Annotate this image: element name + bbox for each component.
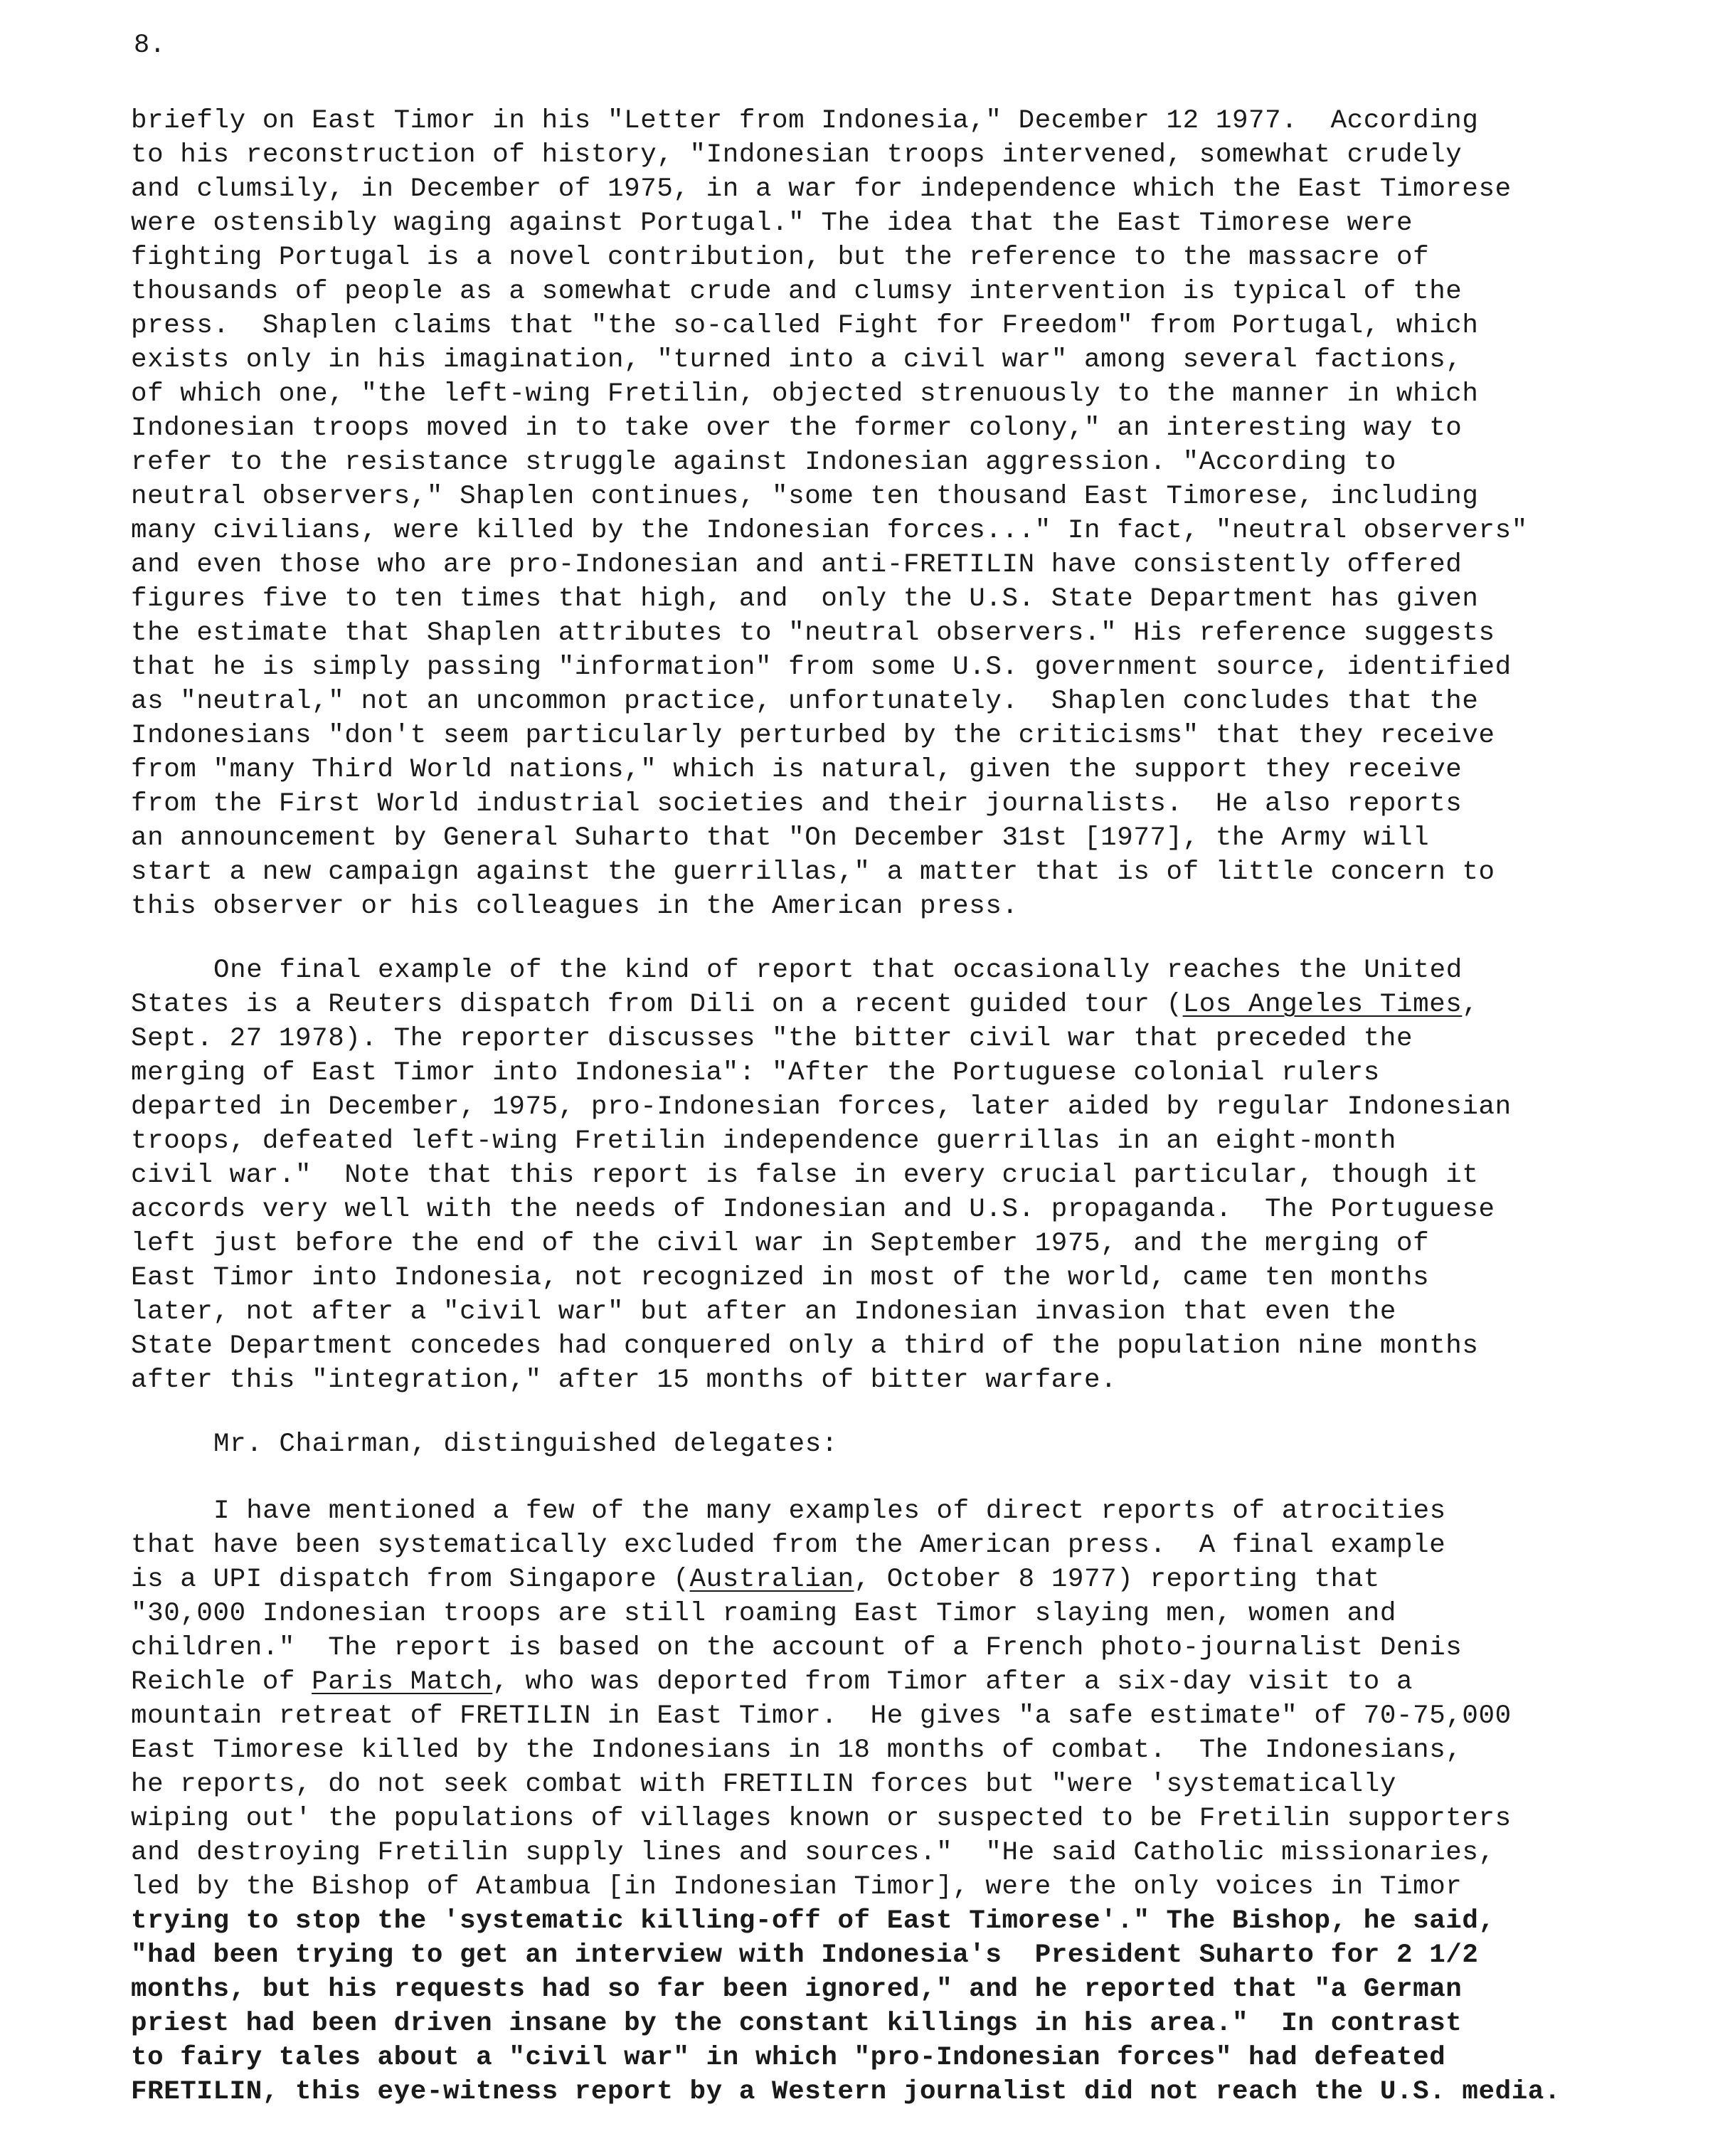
text-line: to fairy tales about a "civil war" in which "pro-Indonesian forces" had defeated (131, 2043, 1446, 2073)
text-line: "had been trying to get an interview with Indonesia's President Suharto for 2 1/2 (131, 1940, 1479, 1970)
text-line (131, 988, 1479, 1022)
text-line: he reports, do not seek combat with FRETILIN forces but "were 'systematically (131, 1770, 1396, 1800)
salutation: Mr. Chairman, distinguished delegates: (213, 1430, 838, 1459)
text-line: Indonesian troops moved in to take over the former colony," an interesting way to (131, 413, 1463, 443)
text-span: is a UPI dispatch from Singapore ( (131, 1565, 690, 1595)
text-line: Indonesians "don't seem particularly perturbed by the criticisms" that they receive (131, 721, 1495, 751)
text-line: and clumsily, in December of 1975, in a war for independence which the East Timorese (131, 174, 1512, 204)
text-line: East Timor into Indonesia, not recognized in most of the world, came ten months (131, 1263, 1430, 1293)
text-line: neutral observers," Shaplen continues, "some ten thousand East Timorese, including (131, 482, 1479, 512)
text-line: that he is simply passing "information" from some U.S. government source, identified (131, 652, 1512, 682)
text-line: children." The report is based on the account of a French photo-journalist Denis (131, 1633, 1463, 1663)
text-line: merging of East Timor into Indonesia": "After the Portuguese colonial rulers (131, 1058, 1380, 1088)
text-line: "30,000 Indonesian troops are still roaming East Timor slaying men, women and (131, 1599, 1396, 1629)
text-span: Reichle of (131, 1667, 312, 1697)
text-line: One final example of the kind of report that occasionally reaches the United (213, 956, 1463, 985)
text-line: fighting Portugal is a novel contribution, but the reference to the massacre of (131, 243, 1430, 273)
text-line: State Department concedes had conquered only a third of the population nine months (131, 1331, 1479, 1361)
text-line: an announcement by General Suharto that "On December 31st [1977], the Army will (131, 823, 1430, 853)
text-line: led by the Bishop of Atambua [in Indonesian Timor], were the only voices in Timor (131, 1872, 1463, 1902)
text-line: Sept. 27 1978). The reporter discusses "the bitter civil war that preceded the (131, 1024, 1413, 1054)
text-line: thousands of people as a somewhat crude and clumsy intervention is typical of the (131, 277, 1463, 307)
text-line: and even those who are pro-Indonesian and anti-FRETILIN have consistently offered (131, 550, 1463, 580)
text-line (131, 1665, 1413, 1699)
text-line: left just before the end of the civil war in September 1975, and the merging of (131, 1229, 1430, 1259)
text-line: trying to stop the 'systematic killing-off of East Timorese'." The Bishop, he said, (131, 1906, 1495, 1936)
text-line: priest had been driven insane by the constant killings in his area." In contrast (131, 2009, 1463, 2039)
text-line: and destroying Fretilin supply lines and sources." "He said Catholic missionaries, (131, 1838, 1495, 1868)
text-line: I have mentioned a few of the many examples of direct reports of atrocities (213, 1496, 1446, 1526)
text-line: troops, defeated left-wing Fretilin independence guerrillas in an eight-month (131, 1126, 1396, 1156)
publication-title-paris-match: Paris Match (312, 1667, 493, 1697)
text-line: refer to the resistance struggle against Indonesian aggression. "According to (131, 448, 1396, 477)
text-span: , October 8 1977) reporting that (854, 1565, 1380, 1595)
text-line: were ostensibly waging against Portugal." The idea that the East Timorese were (131, 208, 1413, 238)
text-line: from the First World industrial societies and their journalists. He also reports (131, 789, 1463, 819)
text-line: civil war." Note that this report is false in every crucial particular, though it (131, 1161, 1479, 1190)
text-line: exists only in his imagination, "turned into a civil war" among several factions, (131, 345, 1463, 375)
text-line: mountain retreat of FRETILIN in East Timor. He gives "a safe estimate" of 70-75,000 (131, 1701, 1512, 1731)
text-span: , (1462, 990, 1479, 1020)
text-line: of which one, "the left-wing Fretilin, objected strenuously to the manner in which (131, 379, 1479, 409)
text-line: figures five to ten times that high, and only the U.S. State Department has given (131, 584, 1479, 614)
text-line: this observer or his colleagues in the American press. (131, 892, 1019, 921)
text-line: after this "integration," after 15 months of bitter warfare. (131, 1365, 1118, 1395)
text-line: start a new campaign against the guerrillas," a matter that is of little concern to (131, 857, 1495, 887)
text-line: FRETILIN, this eye-witness report by a Western journalist did not reach the U.S. media. (131, 2077, 1561, 2107)
publication-title-australian: Australian (689, 1565, 854, 1595)
text-line (131, 1563, 1380, 1597)
text-line: that have been systematically excluded from the American press. A final example (131, 1531, 1446, 1560)
text-line: departed in December, 1975, pro-Indonesian forces, later aided by regular Indonesian (131, 1092, 1512, 1122)
text-line: from "many Third World nations," which is natural, given the support they receive (131, 755, 1463, 785)
text-line: months, but his requests had so far been ignored," and he reported that "a German (131, 1975, 1463, 2004)
text-line: wiping out' the populations of villages known or suspected to be Fretilin supporters (131, 1804, 1512, 1834)
page-number: 8. (134, 31, 166, 60)
text-line: press. Shaplen claims that "the so-called Fight for Freedom" from Portugal, which (131, 311, 1479, 341)
text-line: the estimate that Shaplen attributes to "neutral observers." His reference suggests (131, 618, 1495, 648)
text-line: accords very well with the needs of Indonesian and U.S. propaganda. The Portuguese (131, 1195, 1495, 1225)
publication-title-la-times: Los Angeles Times (1182, 990, 1463, 1020)
text-line: to his reconstruction of history, "Indonesian troops intervened, somewhat crudely (131, 140, 1463, 170)
text-line: briefly on East Timor in his "Letter from Indonesia," December 12 1977. According (131, 106, 1479, 136)
text-line: many civilians, were killed by the Indonesian forces..." In fact, "neutral observers" (131, 516, 1528, 546)
text-line: as "neutral," not an uncommon practice, unfortunately. Shaplen concludes that the (131, 687, 1479, 717)
text-line: later, not after a "civil war" but after an Indonesian invasion that even the (131, 1297, 1396, 1327)
text-span: , who was deported from Timor after a six-day visit to a (492, 1667, 1413, 1697)
text-line: East Timorese killed by the Indonesians in 18 months of combat. The Indonesians, (131, 1735, 1463, 1765)
text-span: States is a Reuters dispatch from Dili on a recent guided tour ( (131, 990, 1183, 1020)
